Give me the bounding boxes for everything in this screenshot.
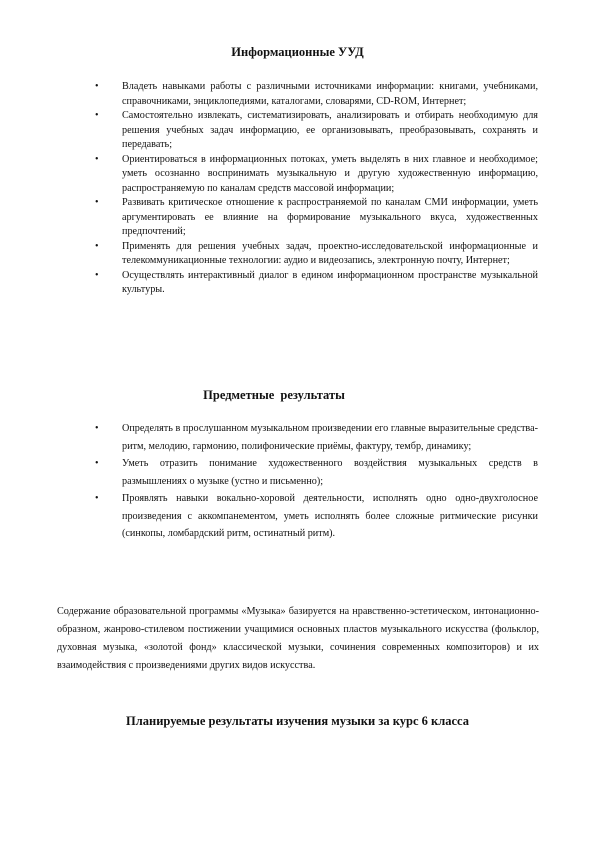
subject-results-list — [95, 420, 538, 543]
list-item — [95, 153, 538, 197]
bullet-icon: • — [95, 458, 99, 469]
bullet-icon: • — [95, 240, 99, 252]
list-item-text: Применять для решения учебных задач, проектно-исследовательской информационные и телекоммуникационные технологии: аудио и видеозапись, электронную почту, Интернет; — [122, 240, 538, 266]
program-content-paragraph: Содержание образовательной программы «Музыка» базируется на нравственно-эстетическом, интонационно-образном, жанрово-стилевом постижении учащимися основных пластов музыкального искусства (фольклор, духовная музыка, «золотой фонд» классической музыки, сочинения современных композиторов) и их взаимодействия с произведениями других видов искусства. — [57, 606, 539, 671]
uud-list — [95, 80, 538, 298]
heading-subject-results: Предметные результаты — [203, 388, 345, 402]
list-item-text: Определять в прослушанном музыкальном произведении его главные выразительные средства-ритм, мелодию, гармонию, полифонические приёмы, фактуру, тембр, динамику; — [122, 423, 538, 452]
bullet-icon: • — [95, 197, 99, 208]
list-item-text: Ориентироваться в информационных потоках, уметь выделять в них главное и необходимое; уметь осознанно воспринимать музыкальную и другую художественную информацию, распространяемую по каналам средств массовой информации; — [122, 153, 538, 194]
list-item-text: Уметь отразить понимание художественного воздействия музыкальных средств в размышлениях о музыке (устно и письменно); — [122, 458, 538, 487]
bullet-icon: • — [95, 153, 99, 165]
list-item — [95, 420, 538, 455]
list-item — [95, 109, 538, 153]
bullet-icon: • — [95, 110, 99, 121]
list-item — [95, 269, 538, 298]
heading-informational-uud: Информационные УУД — [231, 45, 364, 59]
bullet-icon: • — [95, 81, 99, 92]
list-item-text: Проявлять навыки вокально-хоровой деятельности, исполнять одно одно-двухголосное произведения с аккомпанементом, уметь исполнять более сложные ритмические рисунки (синкопы, ломбардский ритм, остинатный ритм). — [122, 493, 538, 539]
list-item — [95, 80, 538, 109]
bullet-icon: • — [95, 269, 99, 281]
list-item-text: Осуществлять интерактивный диалог в едином информационном пространстве музыкальной культуры. — [122, 269, 538, 295]
list-item — [95, 455, 538, 490]
list-item-text: Самостоятельно извлекать, систематизировать, анализировать и отбирать необходимую для решения учебных задач информацию, ее организовывать, преобразовывать, сохранять и передавать; — [122, 110, 538, 150]
list-item — [95, 196, 538, 240]
list-item — [95, 240, 538, 269]
list-item-text: Развивать критическое отношение к распространяемой по каналам СМИ информации, уметь аргументировать ее влияние на формирование музыкального вкуса, художественных предпочтений; — [122, 197, 538, 237]
heading-planned-results: Планируемые результаты изучения музыки за курс 6 класса — [126, 714, 469, 728]
bullet-icon: • — [95, 493, 99, 504]
bullet-icon: • — [95, 423, 99, 434]
list-item-text: Владеть навыками работы с различными источниками информации: книгами, учебниками, справочниками, энциклопедиями, каталогами, словарями, CD-ROM, Интернет; — [122, 81, 538, 107]
list-item — [95, 490, 538, 543]
